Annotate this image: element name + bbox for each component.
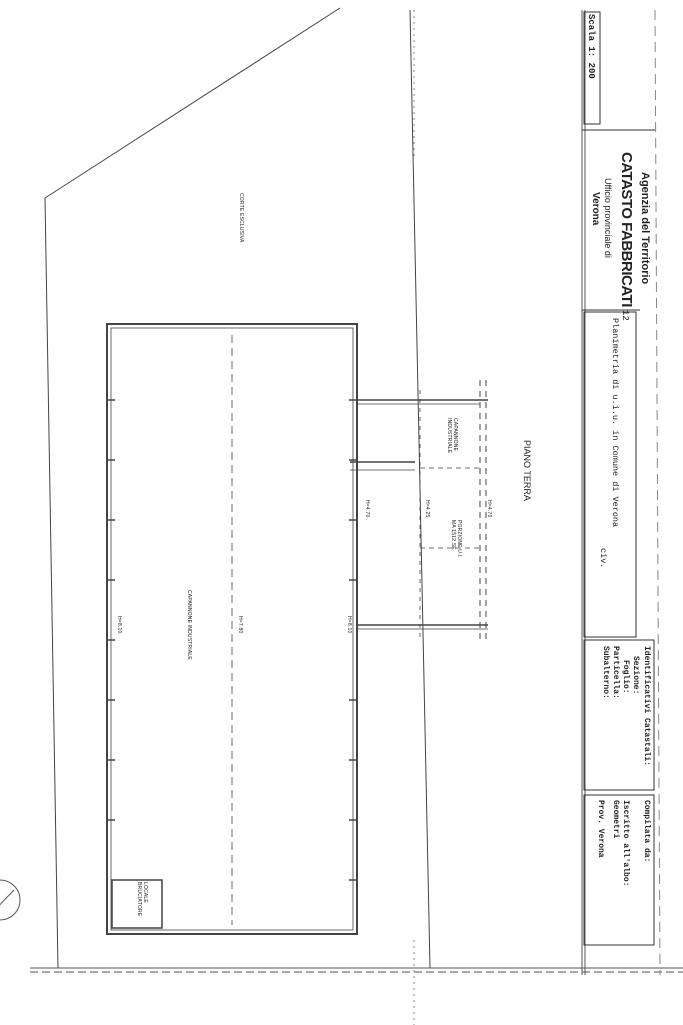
height-label: H=4.70 — [486, 500, 492, 518]
agency-catasto: CATASTO FABBRICATI — [618, 152, 635, 307]
locale-label: LOCALE BRUCIATORE — [136, 882, 148, 917]
height-label: H=4.25 — [424, 500, 430, 518]
main-building-walls — [107, 324, 357, 934]
agency-name: Agenzia del Territorio — [639, 172, 651, 285]
property-boundary — [45, 8, 430, 968]
compiled-albo: Iscritto all'albo: — [621, 800, 630, 887]
height-label: H=8.10 — [346, 616, 352, 634]
capannone-main-label: CAPANNONE INDUSTRIALE — [186, 590, 192, 660]
ident-particella: Particella: — [611, 646, 620, 699]
scale-label: Scala 1: 200 — [586, 14, 596, 79]
ident-title: Identificativi Catastali: — [642, 646, 651, 767]
ident-sezione: Sezione: — [631, 656, 640, 695]
compiled-geometri: Geometri — [611, 800, 620, 839]
height-label: H=4.70 — [364, 500, 370, 518]
ident-foglio: Foglio: — [621, 660, 630, 694]
compiled-title: Compilata da: — [642, 800, 651, 863]
plan-title: Planimetria di u.i.u. in Comune di Verona — [610, 318, 620, 528]
ident-subalterno: Subalterno: — [601, 646, 610, 699]
capannone-small-label: CAPANNONE INDUSTRIALE — [446, 418, 458, 454]
north-arrow-icon — [0, 880, 20, 920]
sheet-number: 12 — [620, 310, 630, 321]
height-label: H=8.10 — [116, 616, 122, 634]
agency-city: Verona — [590, 192, 601, 226]
compiled-prov: Prov. Verona — [596, 800, 605, 858]
corte-label: CORTE ESCLUSIVA — [238, 193, 244, 243]
porzione-label: PORZIONE U.I. MA 1512 SE — [450, 520, 462, 558]
agency-office: Ufficio provinciale di — [603, 178, 613, 258]
floor-label: PIANO TERRA — [522, 440, 532, 501]
height-label: H=7.80 — [237, 616, 243, 634]
civic-label: civ. — [598, 548, 608, 569]
